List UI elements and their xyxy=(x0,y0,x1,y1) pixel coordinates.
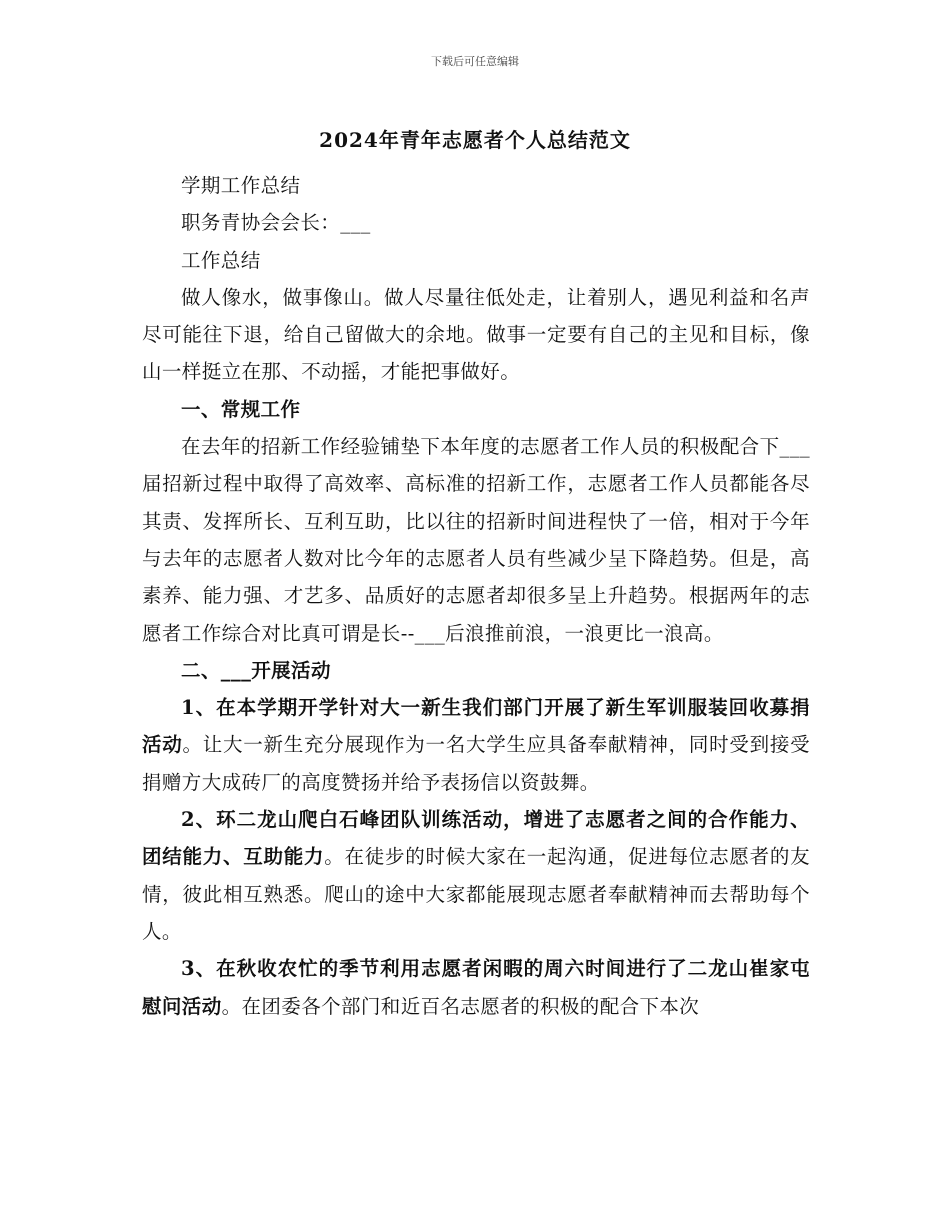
activity-item xyxy=(142,801,810,950)
paragraph-intro: 做人像水，做事像山。做人尽量往低处走，让着别人，遇见利益和名声尽可能往下退，给自己留做大的余地。做事一定要有自己的主见和目标，像山一样挺立在那、不动摇，才能把事做好。 xyxy=(142,285,810,384)
activity-item xyxy=(142,950,810,1025)
document-body xyxy=(142,167,810,1025)
activity-item-highlight: 3、在秋收农忙的季节利用志愿者闲暇的周六时间进行了二龙山崔家屯慰问活动 xyxy=(142,957,810,1018)
line-term-summary: 学期工作总结 xyxy=(181,174,301,197)
page-header: 下载后可任意编辑 xyxy=(431,55,519,68)
activity-item-highlight: 2、环二龙山爬白石峰团队训练活动，增进了志愿者之间的合作能力、团结能力、互助能力 xyxy=(142,808,810,869)
line-work-summary: 工作总结 xyxy=(181,248,261,272)
activity-item-text: 。在团委各个部门和近百名志愿者的积极的配合下本次 xyxy=(221,994,700,1018)
line-position: 职务青协会会长：___ xyxy=(181,211,371,235)
activity-item-text: 。在徒步的时候大家在一起沟通，促进每位志愿者的友情，彼此相互熟悉。爬山的途中大家都能展现志愿者奉献精神而去帮助每个人。 xyxy=(142,845,810,943)
activity-item-text: 。让大一新生充分展现作为一名大学生应具备奉献精神，同时受到接受捐赠方大成砖厂的高度赞扬并给予表扬信以资鼓舞。 xyxy=(142,733,810,794)
section-heading-routine-work: 一、常规工作 xyxy=(181,397,301,421)
activity-item xyxy=(142,689,810,801)
activity-item-highlight: 1、在本学期开学针对大一新生我们部门开展了新生军训服装回收募捐活动 xyxy=(142,696,810,757)
document-title: 2024年青年志愿者个人总结范文 xyxy=(319,128,631,152)
paragraph-routine-work: 在去年的招新工作经验铺垫下本年度的志愿者工作人员的积极配合下___届招新过程中取得了高效率、高标准的招新工作，志愿者工作人员都能各尽其责、发挥所长、互利互助，比以往的招新时间进程快了一倍，相对于今年与去年的志愿者人数对比今年的志愿者人员有些减少呈下降趋势。但是，高素养、能力强、才艺多、品质好的志愿者却很多呈上升趋势。根据两年的志愿者工作综合对比真可谓是长--___后浪推前浪，一浪更比一浪高。 xyxy=(142,435,810,645)
section-heading-activities: 二、___开展活动 xyxy=(181,658,331,682)
